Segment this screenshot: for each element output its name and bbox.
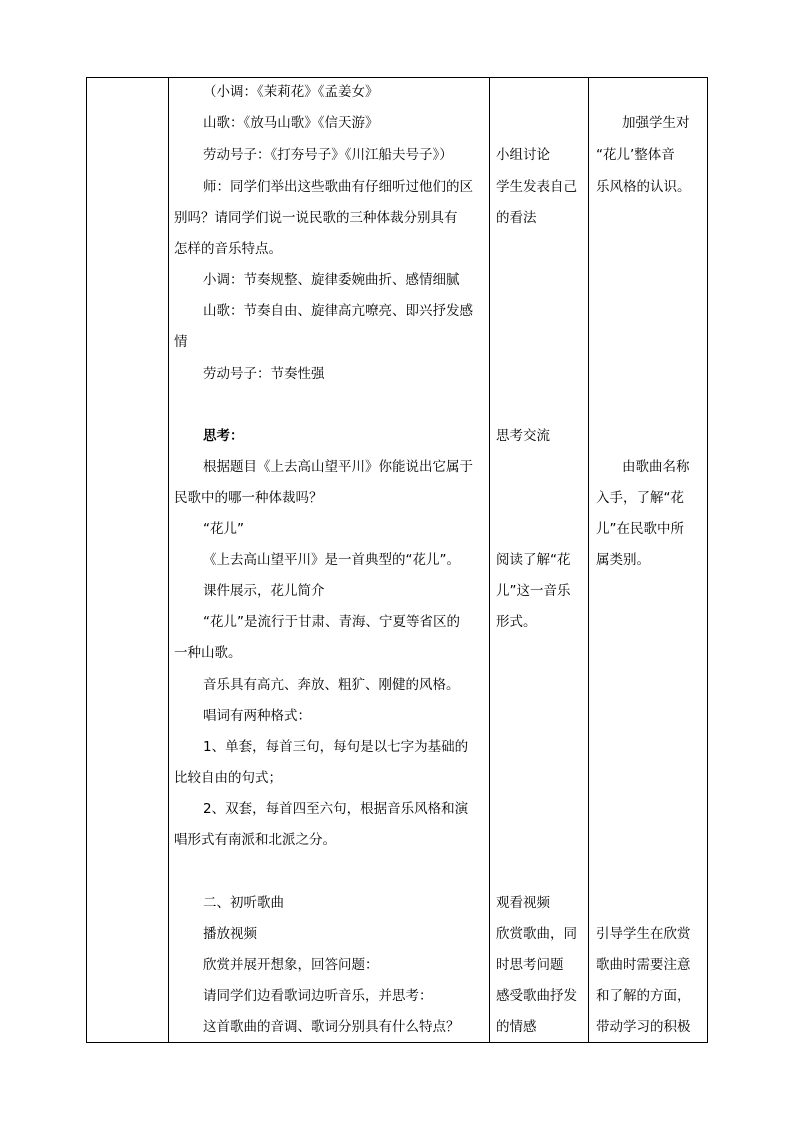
text-line: 情 (174, 334, 188, 350)
table-top-border (86, 77, 708, 78)
text-line: 课件展示，花儿简介 (203, 583, 325, 599)
text-line: 小组讨论 (496, 147, 550, 163)
text-line: 别吗？请同学们说一说民歌的三种体裁分别具有 (174, 210, 458, 226)
text-line: “花儿’整体音 (596, 147, 675, 163)
text-line: （小调：《茉莉花》《孟姜女》 (203, 84, 379, 100)
text-line: 入手，了解“花 (596, 490, 684, 506)
section-heading: 思考： (203, 428, 244, 444)
text-line: 劳动号子：节奏性强 (203, 366, 325, 382)
text-line: 《上去高山望平川》是一首典型的“花儿”。 (203, 552, 460, 568)
text-line: 山歌：节奏自由、旋律高亢嘹亮、即兴抒发感 (203, 303, 473, 319)
column-divider-1 (168, 77, 169, 1043)
text-line: 比较自由的句式； (174, 770, 282, 786)
text-line: 和了解的方面， (596, 988, 691, 1004)
column-divider-3 (588, 77, 589, 1043)
text-line: 思考交流 (496, 428, 550, 444)
text-line: 请同学们边看歌词边听音乐，并思考： (203, 988, 433, 1004)
text-line: “花儿” (203, 521, 244, 537)
text-line: 根据题目《上去高山望平川》你能说出它属于 (203, 459, 473, 475)
text-line: 怎样的音乐特点。 (174, 241, 282, 257)
text-line: 欣赏歌曲，同 (496, 926, 577, 942)
text-line: 劳动号子：《打夯号子》《川江船夫号子》） (203, 147, 453, 163)
text-line: 唱形式有南派和北派之分。 (174, 832, 336, 848)
table-left-border (86, 77, 87, 1043)
text-line: 1、单套，每首三句，每句是以七字为基础的 (203, 739, 469, 755)
text-line: 时思考问题 (496, 957, 564, 973)
text-line: 小调：节奏规整、旋律委婉曲折、感情细腻 (203, 272, 460, 288)
text-line: 形式。 (496, 614, 537, 630)
text-line: 观看视频 (496, 895, 550, 911)
column-divider-2 (489, 77, 490, 1043)
text-line: 阅读了解“花 (496, 552, 571, 568)
text-line: 的情感 (496, 1019, 537, 1035)
table-bottom-border (86, 1042, 708, 1043)
text-line: 乐风格的认识。 (596, 179, 691, 195)
text-line: 儿”这一音乐 (496, 583, 571, 599)
text-line: 的看法 (496, 210, 537, 226)
table-right-border (707, 77, 708, 1043)
text-line: 引导学生在欣赏 (596, 926, 691, 942)
text-line: 一种山歌。 (174, 645, 242, 661)
text-line: 欣赏并展开想象，回答问题： (203, 957, 379, 973)
text-line: 歌曲时需要注意 (596, 957, 691, 973)
text-line: 由歌曲名称 (622, 459, 690, 475)
text-line: 感受歌曲抒发 (496, 988, 577, 1004)
text-line: 学生发表自己 (496, 179, 577, 195)
text-line: 播放视频 (203, 926, 257, 942)
text-line: 民歌中的哪一种体裁吗？ (174, 490, 323, 506)
text-line: 儿”在民歌中所 (596, 521, 684, 537)
text-line: 音乐具有高亢、奔放、粗犷、刚健的风格。 (203, 677, 460, 693)
text-line: 2、双套，每首四至六句，根据音乐风格和演 (203, 801, 469, 817)
text-line: “花儿”是流行于甘肃、青海、宁夏等省区的 (203, 614, 460, 630)
text-line: 属类别。 (596, 552, 650, 568)
text-line: 这首歌曲的音调、歌词分别具有什么特点？ (203, 1019, 460, 1035)
text-line: 师：同学们举出这些歌曲有仔细听过他们的区 (203, 179, 473, 195)
text-line: 加强学生对 (622, 115, 690, 131)
section-heading: 二、初听歌曲 (203, 895, 284, 911)
text-line: 山歌：《放马山歌》《信天游》 (203, 115, 379, 131)
text-line: 带动学习的积极 (596, 1019, 691, 1035)
text-line: 唱词有两种格式： (203, 708, 311, 724)
